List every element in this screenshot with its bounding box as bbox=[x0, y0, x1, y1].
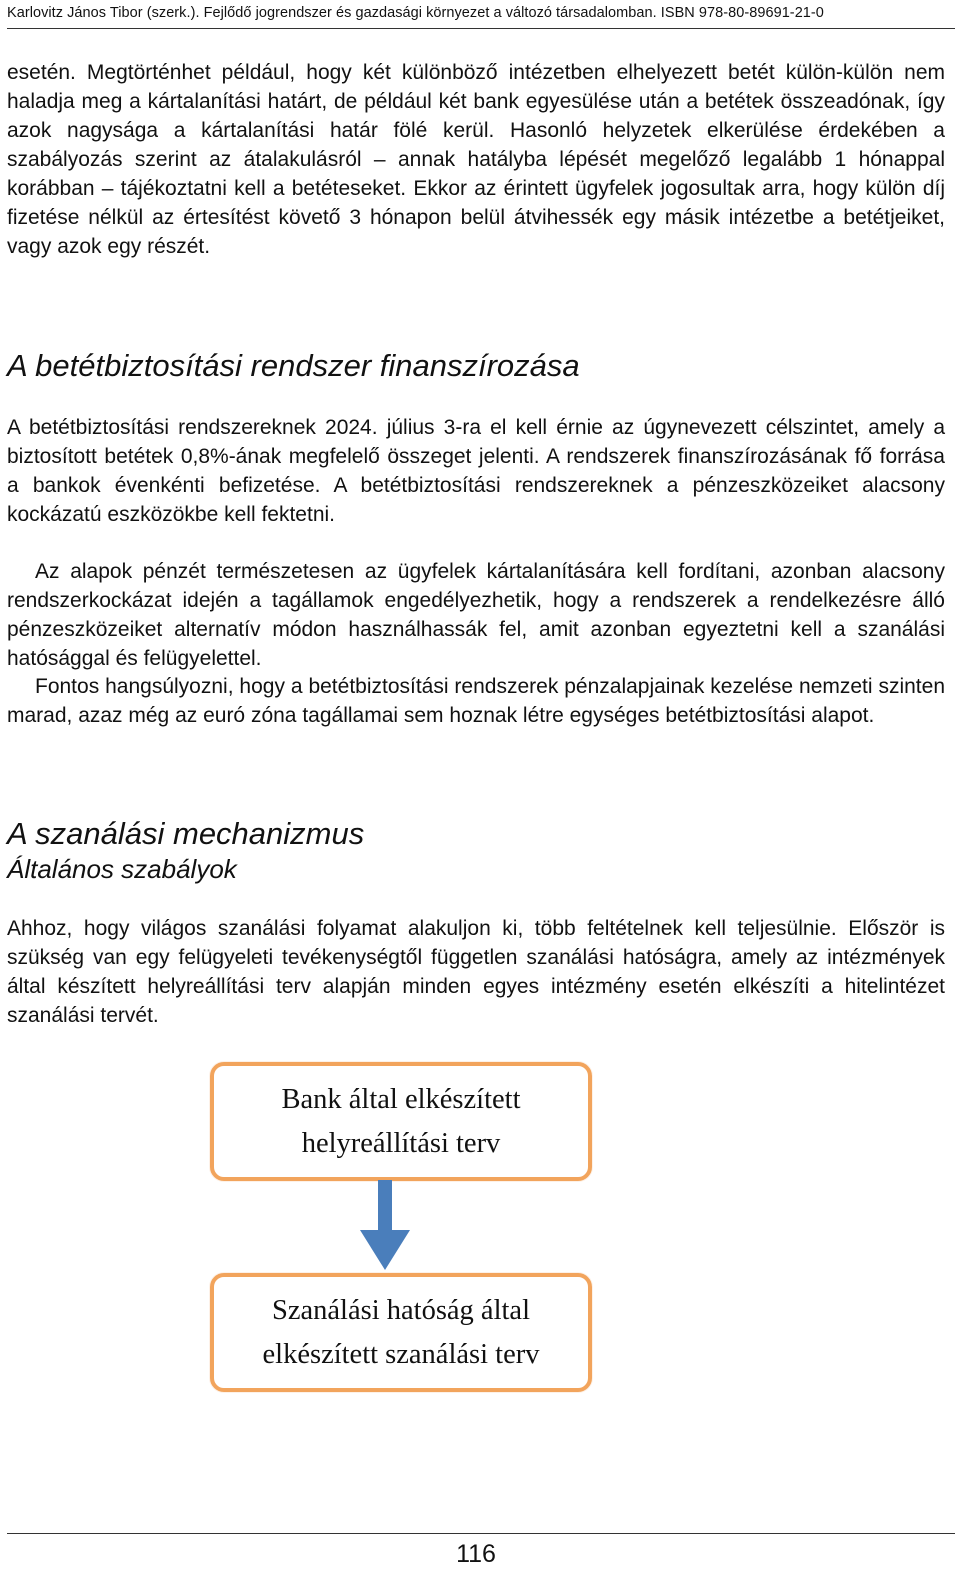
page-header: Karlovitz János Tibor (szerk.). Fejlődő jogrendszer és gazdasági környezet a változó társadalomban. ISBN 978-80-89691-21-0 bbox=[7, 5, 824, 21]
financing-paragraph-2: Az alapok pénzét természetesen az ügyfelek kártalanítására kell fordítani, azonban alacsony rendszerkockázat idején a tagállamok engedélyezhetik, hogy a rendszerek a rendelkezésre álló pénzeszközeiket alternatív módon használhassák fel, amit azonban egyeztetni kell a szanálási hatósággal és felügyelettel. bbox=[7, 560, 945, 670]
intro-paragraph: esetén. Megtörténhet például, hogy két különböző intézetben elhelyezett betét külön-külön nem haladja meg a kártalanítási határt, de például két bank egyesülése után a betétek összeadónak, így azok nagysága a kártalanítási határ fölé kerül. Hasonló helyzetek elkerülése érdekében a szabályozás szerint az átalakulásról – annak hatályba lépését megelőző legalább 1 hónappal korábban – tájékoztatni kell a betéteseket. Ekkor az érintett ügyfelek jogosultak arra, hogy külön díj fizetése nélkül az értesítést követő 3 hónapon belül átvihessék egy másik intézetbe a betétjeiket, vagy azok egy részét. bbox=[7, 61, 945, 258]
resolution-paragraph: Ahhoz, hogy világos szanálási folyamat alakuljon ki, több feltételnek kell teljesülnie. Először is szükség van egy felügyeleti tevékenységtől független szanálási hatóságra, amely az intézmények által készített helyreállítási terv alapján minden egyes intézmény esetén elkészíti a hitelintézet szanálási tervét. bbox=[7, 917, 945, 1027]
section-heading-financing: A betétbiztosítási rendszer finanszírozása bbox=[7, 348, 580, 383]
resolution-plan-line-1: Szanálási hatóság által bbox=[272, 1294, 530, 1326]
subsection-heading-general-rules: Általános szabályok bbox=[7, 854, 237, 884]
recovery-plan-line-1: Bank által elkészített bbox=[281, 1083, 521, 1115]
financing-paragraph-3: Fontos hangsúlyozni, hogy a betétbiztosítási rendszerek pénzalapjainak kezelése nemzeti szinten marad, azaz még az euró zóna tagállamai sem hoznak létre egységes betétbiztosítási alapot. bbox=[7, 675, 945, 727]
recovery-plan-box bbox=[210, 1062, 592, 1181]
resolution-plan-line-2: elkészített szanálási terv bbox=[262, 1338, 540, 1370]
flow-down-arrow-icon bbox=[357, 1180, 413, 1272]
resolution-plan-box bbox=[210, 1273, 592, 1392]
header-divider bbox=[7, 28, 955, 29]
section-heading-resolution: A szanálási mechanizmus bbox=[7, 816, 365, 851]
financing-paragraph-1: A betétbiztosítási rendszereknek 2024. július 3-ra el kell érnie az úgynevezett célszintet, amely a biztosított betétek 0,8%-ának megfelelő összeget jelenti. A rendszerek finanszírozásának fő forrása a bankok évenkénti befizetése. A betétbiztosítási rendszereknek a pénzeszközeiket alacsony kockázatú eszközökbe kell fektetni. bbox=[7, 416, 945, 526]
page-number: 116 bbox=[456, 1540, 496, 1568]
footer-divider bbox=[7, 1533, 955, 1534]
recovery-plan-line-2: helyreállítási terv bbox=[301, 1127, 501, 1159]
